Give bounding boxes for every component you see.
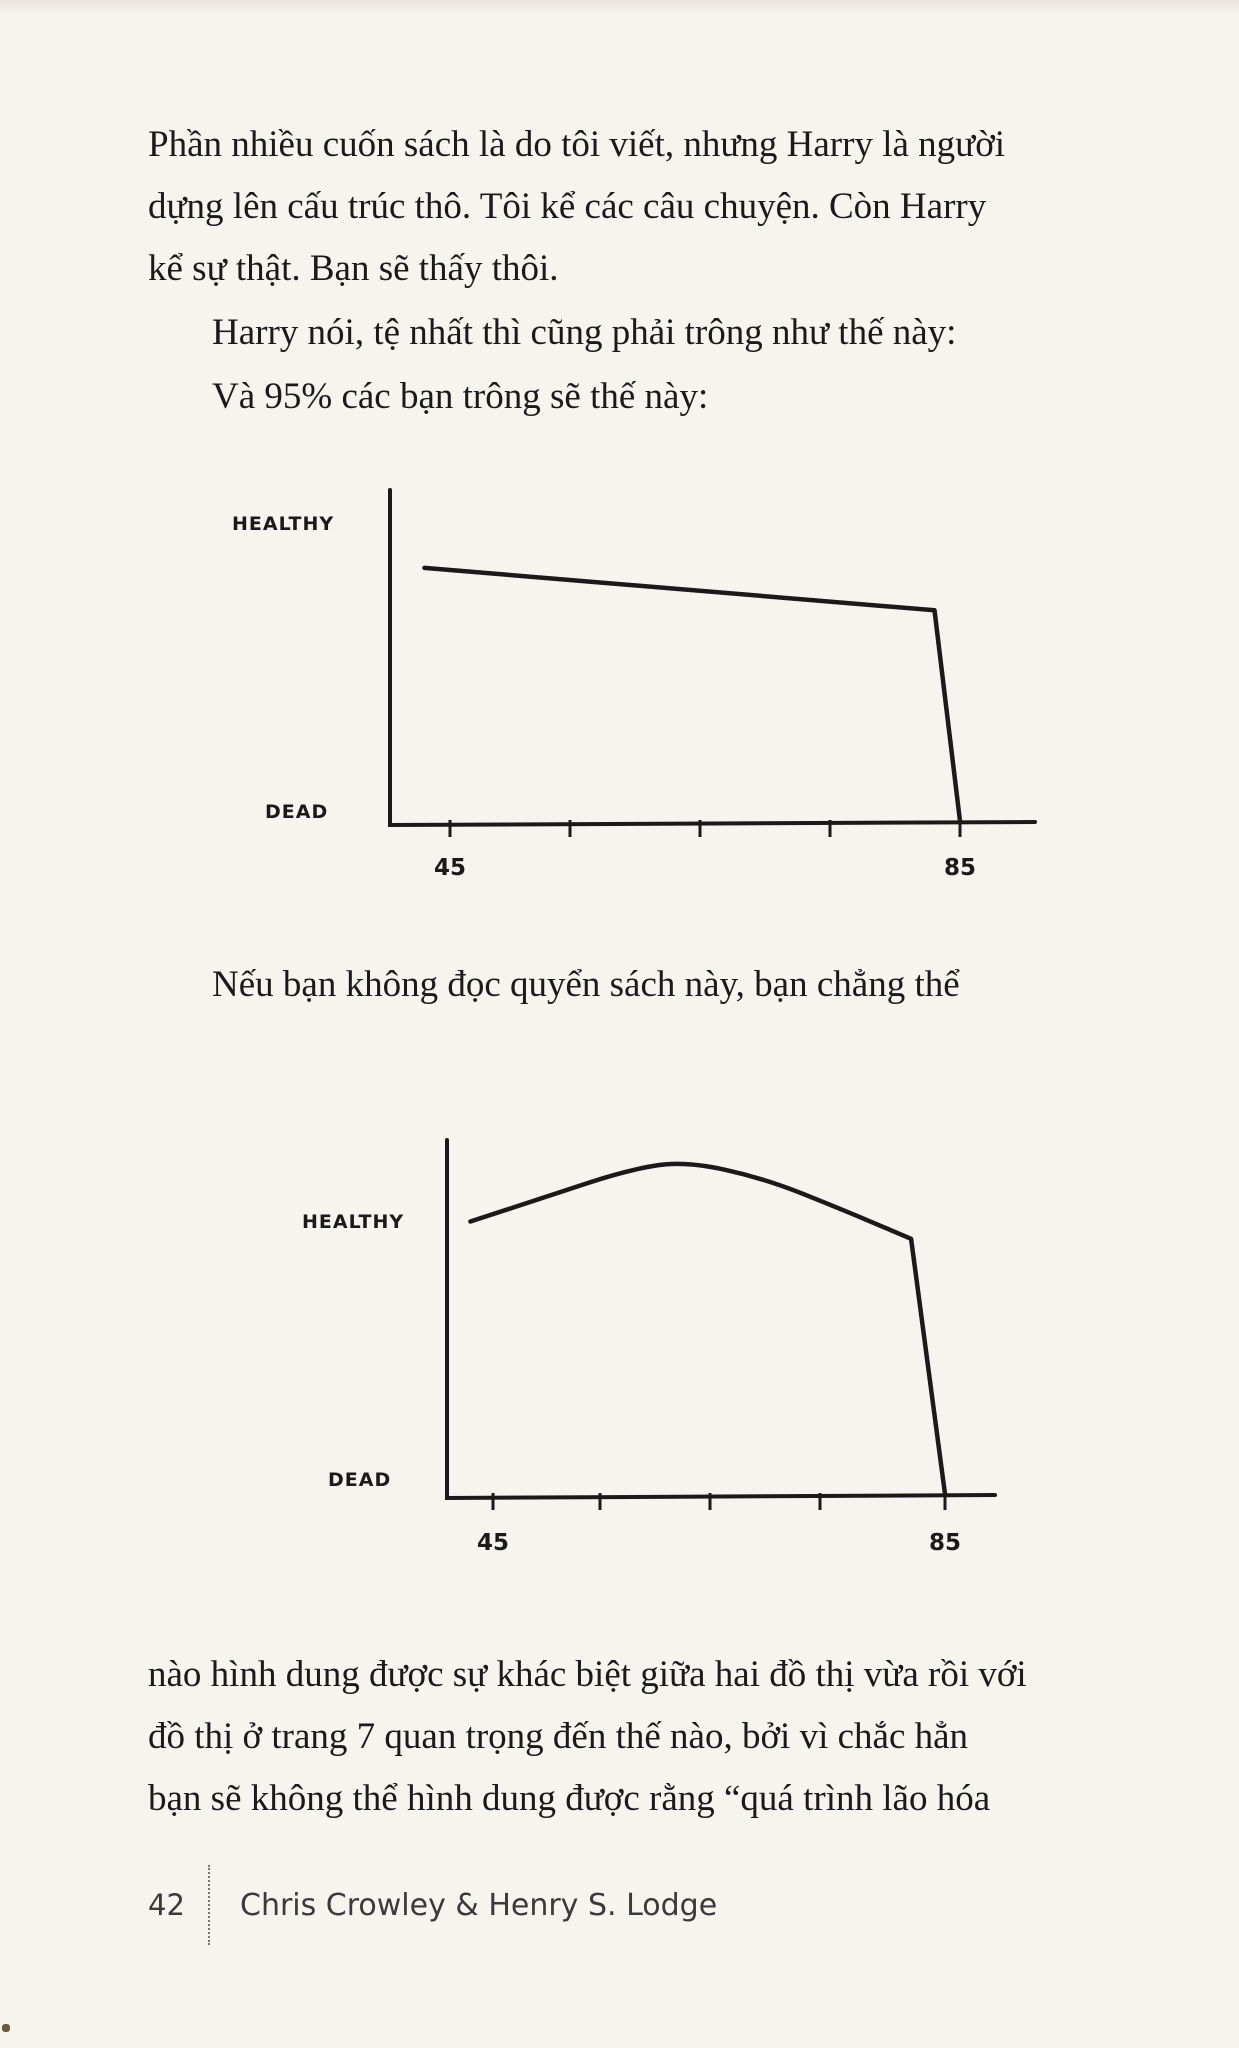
paragraph-ninety-five-percent: Và 95% các bạn trông sẽ thế này: (212, 376, 709, 417)
x-tick-label-85: 85 (928, 1530, 962, 1556)
paragraph-if-you-dont-read: Nếu bạn không đọc quyển sách này, bạn chẳng thể (212, 964, 960, 1005)
chart-health-curve (425, 568, 961, 821)
chart-typical-case (290, 1150, 1010, 1570)
chart-health-curve (470, 1164, 945, 1494)
y-axis-label-healthy: HEALTHY (302, 1211, 405, 1233)
y-axis-label-dead: DEAD (265, 801, 329, 823)
y-axis-label-healthy: HEALTHY (232, 513, 335, 535)
footer-divider (208, 1865, 210, 1945)
x-tick-label-45: 45 (433, 855, 467, 881)
paragraph-conclusion-line-3: bạn sẽ không thể hình dung được rằng “quá trình lão hóa (148, 1778, 991, 1819)
paragraph-intro-line-2: dựng lên cấu trúc thô. Tôi kể các câu chuyện. Còn Harry (148, 186, 987, 227)
scan-speck (2, 2024, 10, 2032)
x-tick-label-85: 85 (943, 855, 977, 881)
footer-authors: Chris Crowley & Henry S. Lodge (240, 1887, 718, 1923)
paragraph-intro-line-1: Phần nhiều cuốn sách là do tôi viết, nhưng Harry là người (148, 124, 1006, 165)
paragraph-conclusion-line-2: đồ thị ở trang 7 quan trọng đến thế nào, bởi vì chắc hẳn (148, 1716, 969, 1757)
page-top-edge (0, 0, 1239, 14)
x-tick-label-45: 45 (476, 1530, 510, 1556)
paragraph-intro-line-3: kể sự thật. Bạn sẽ thấy thôi. (148, 248, 559, 289)
chart-axes (447, 1140, 995, 1498)
chart-worst-case (220, 470, 1040, 890)
paragraph-conclusion (148, 1644, 1027, 1830)
paragraph-conclusion-line-1: nào hình dung được sự khác biệt giữa hai đồ thị vừa rồi với (148, 1654, 1027, 1695)
paragraph-intro (148, 114, 1005, 300)
page-footer (148, 1870, 717, 1940)
page-number: 42 (148, 1888, 185, 1922)
paragraph-harry-says: Harry nói, tệ nhất thì cũng phải trông như thế này: (212, 312, 957, 353)
y-axis-label-dead: DEAD (328, 1469, 392, 1491)
